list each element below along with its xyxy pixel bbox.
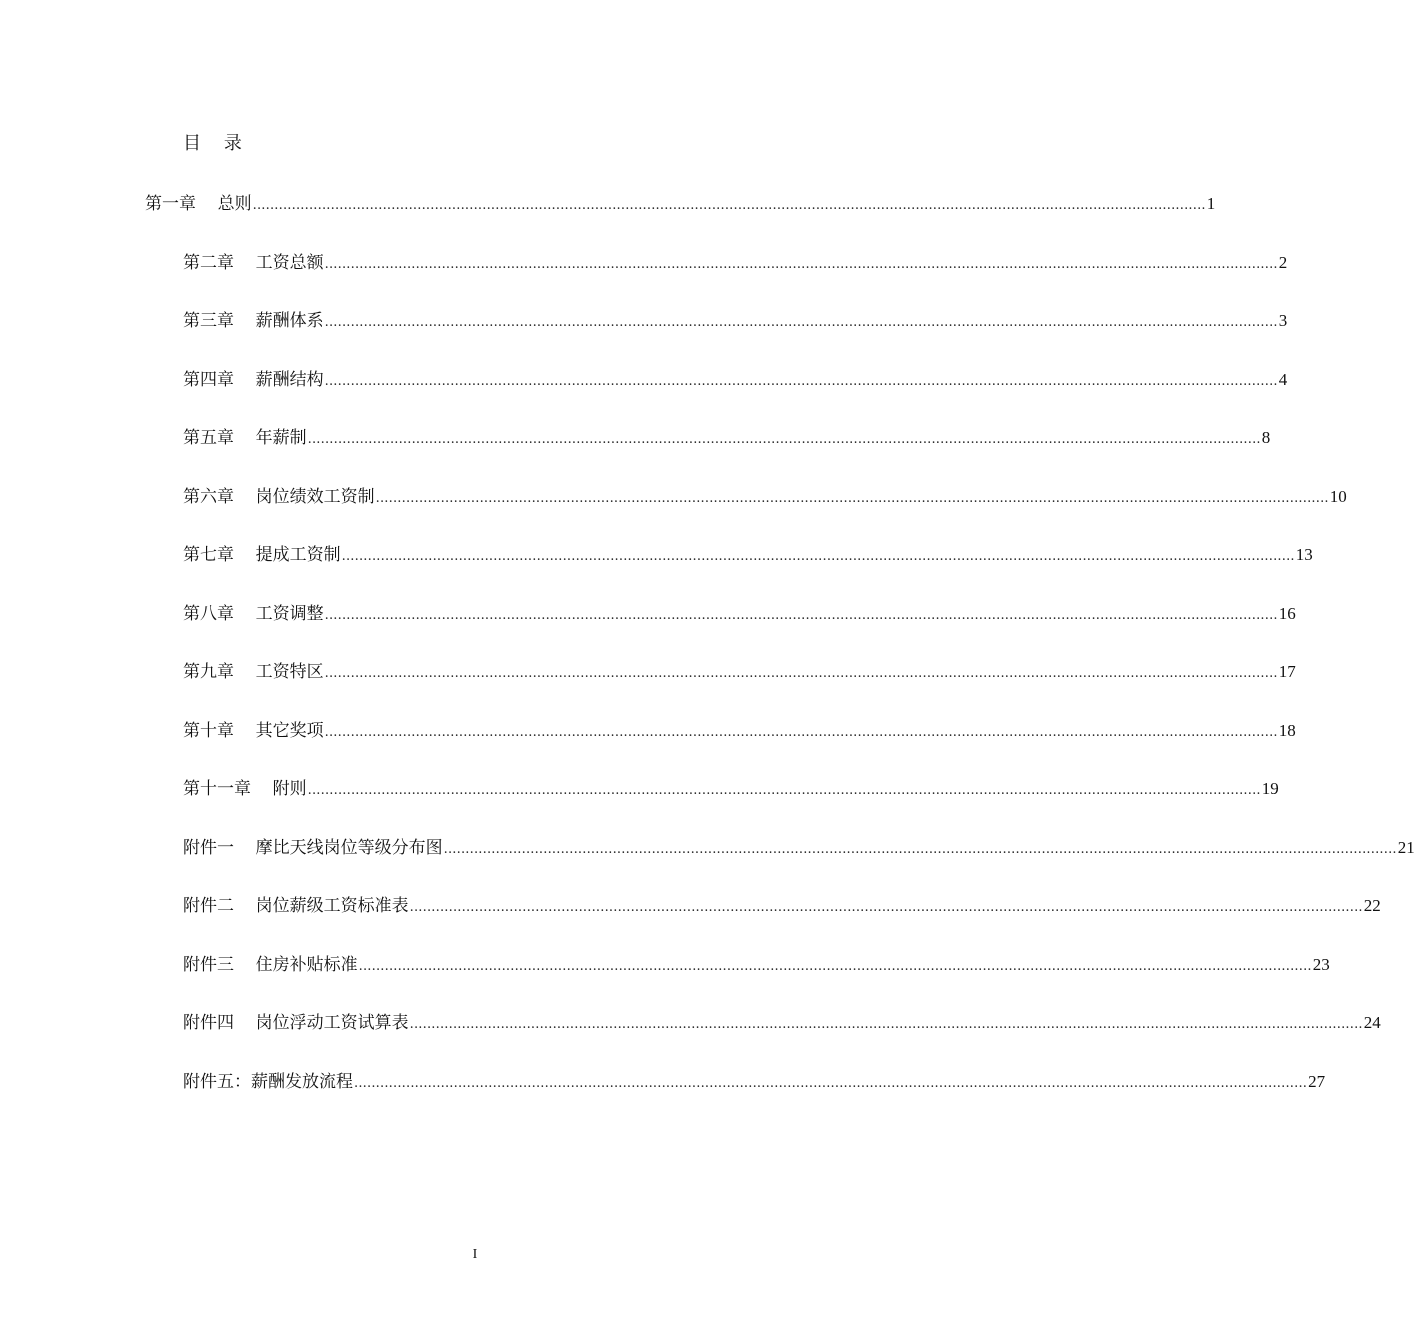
- toc-entry-page: 8: [1261, 428, 1271, 447]
- toc-entry-label: 第一章 总则: [145, 194, 252, 214]
- toc-entry[interactable]: [183, 308, 1288, 334]
- toc-dot-leader: ............................................................................................................................................................................................................................: [324, 608, 1278, 623]
- toc-entry[interactable]: [183, 835, 1415, 861]
- toc-entry-label: 第四章 薪酬结构: [183, 370, 324, 390]
- toc-entry[interactable]: [145, 191, 1216, 217]
- toc-dot-leader: ............................................................................................................................................................................................................................: [324, 257, 1278, 272]
- toc-entry-page: 18: [1278, 721, 1296, 740]
- toc-dot-leader: ............................................................................................................................................................................................................................: [252, 198, 1206, 213]
- toc-entry-page: 23: [1312, 955, 1330, 974]
- toc-entry[interactable]: [183, 425, 1271, 451]
- toc-entry-label: 第十一章 附则: [183, 779, 307, 799]
- toc-entry-label: 附件五：薪酬发放流程: [183, 1072, 353, 1092]
- toc-entry[interactable]: [183, 659, 1296, 685]
- toc-dot-leader: ............................................................................................................................................................................................................................: [307, 783, 1261, 798]
- toc-entry-page: 27: [1308, 1072, 1326, 1091]
- toc-entry-label: 第五章 年薪制: [183, 428, 307, 448]
- toc-dot-leader: ............................................................................................................................................................................................................................: [324, 725, 1278, 740]
- toc-entry[interactable]: [183, 250, 1288, 276]
- toc-entry[interactable]: [183, 367, 1288, 393]
- toc-entry-label: 第八章 工资调整: [183, 604, 324, 624]
- toc-entry-label: 附件三 住房补贴标准: [183, 955, 358, 975]
- toc-entry-label: 附件一 摩比天线岗位等级分布图: [183, 838, 443, 858]
- toc-entry-page: 24: [1363, 1013, 1381, 1032]
- toc-entry-page: 17: [1278, 662, 1296, 681]
- toc-entry-page: 1: [1206, 194, 1216, 213]
- toc-entry-page: 3: [1278, 311, 1288, 330]
- toc-entry[interactable]: [183, 601, 1296, 627]
- toc-entry[interactable]: [183, 776, 1279, 802]
- toc-entry[interactable]: [183, 484, 1347, 510]
- toc-dot-leader: ............................................................................................................................................................................................................................: [409, 1017, 1363, 1032]
- toc-entry-label: 第三章 薪酬体系: [183, 311, 324, 331]
- toc-entry[interactable]: [183, 718, 1296, 744]
- toc-dot-leader: ............................................................................................................................................................................................................................: [409, 900, 1363, 915]
- toc-entry[interactable]: [183, 1010, 1381, 1036]
- toc-dot-leader: ............................................................................................................................................................................................................................: [324, 666, 1278, 681]
- toc-dot-leader: ............................................................................................................................................................................................................................: [341, 549, 1295, 564]
- toc-entry-page: 10: [1329, 487, 1347, 506]
- toc-entry-label: 附件四 岗位浮动工资试算表: [183, 1013, 409, 1033]
- toc-entry[interactable]: [183, 542, 1313, 568]
- toc-entry-page: 21: [1397, 838, 1415, 857]
- toc-dot-leader: ............................................................................................................................................................................................................................: [324, 374, 1278, 389]
- toc-entry-label: 第九章 工资特区: [183, 662, 324, 682]
- toc-entry[interactable]: [183, 893, 1381, 919]
- toc-entry-page: 22: [1363, 896, 1381, 915]
- toc-dot-leader: ............................................................................................................................................................................................................................: [324, 315, 1278, 330]
- toc-entry[interactable]: [183, 952, 1330, 978]
- toc-dot-leader: ............................................................................................................................................................................................................................: [354, 1076, 1308, 1091]
- toc-entry[interactable]: [183, 1069, 1326, 1095]
- page-number: I: [472, 1247, 478, 1262]
- toc-title: 目 录: [183, 133, 242, 154]
- toc-dot-leader: ............................................................................................................................................................................................................................: [443, 842, 1397, 857]
- toc-dot-leader: ............................................................................................................................................................................................................................: [358, 959, 1312, 974]
- toc-entry-label: 第七章 提成工资制: [183, 545, 341, 565]
- toc-entry-page: 4: [1278, 370, 1288, 389]
- toc-entry-page: 13: [1295, 545, 1313, 564]
- toc-entry-label: 第十章 其它奖项: [183, 721, 324, 741]
- toc-entry-label: 附件二 岗位薪级工资标准表: [183, 896, 409, 916]
- toc-entry-page: 16: [1278, 604, 1296, 623]
- toc-dot-leader: ............................................................................................................................................................................................................................: [307, 432, 1261, 447]
- toc-entry-label: 第二章 工资总额: [183, 253, 324, 273]
- toc-entry-page: 2: [1278, 253, 1288, 272]
- toc-dot-leader: ............................................................................................................................................................................................................................: [375, 491, 1329, 506]
- toc-entry-page: 19: [1261, 779, 1279, 798]
- toc-entry-label: 第六章 岗位绩效工资制: [183, 487, 375, 507]
